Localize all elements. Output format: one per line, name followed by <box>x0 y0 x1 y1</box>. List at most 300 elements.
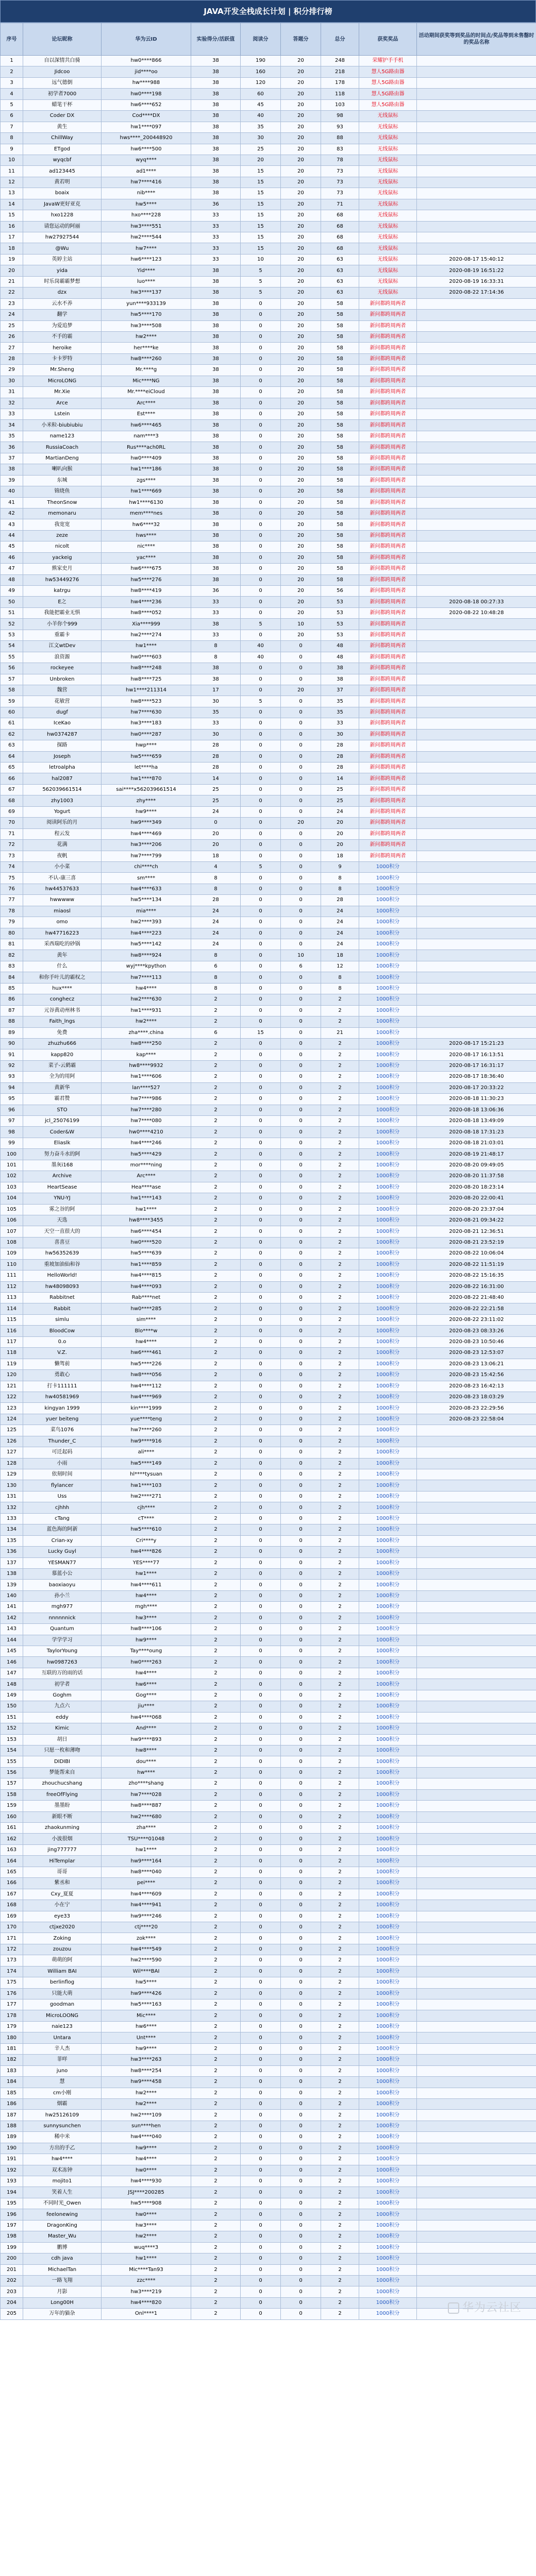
cell-prize-time <box>417 188 536 199</box>
cell-read-score: 0 <box>241 2297 281 2308</box>
cell-index: 64 <box>1 751 23 762</box>
cell-lab-score: 38 <box>191 442 241 453</box>
cell-index: 160 <box>1 1811 23 1822</box>
cell-cloud-id: JSJ****200285 <box>102 2187 191 2198</box>
cell-nickname: HelloWorld! <box>23 1270 102 1281</box>
cell-prize-time <box>417 928 536 939</box>
cell-quiz-score: 0 <box>281 2121 321 2131</box>
cell-read-score: 5 <box>241 287 281 298</box>
cell-prize-time <box>417 475 536 486</box>
cell-read-score: 190 <box>241 56 281 66</box>
cell-lab-score: 2 <box>191 1270 241 1281</box>
cell-total: 2 <box>321 1635 359 1646</box>
cell-lab-score: 33 <box>191 718 241 729</box>
cell-quiz-score: 0 <box>281 1988 321 1999</box>
cell-cloud-id: hw2****393 <box>102 917 191 928</box>
cell-lab-score: 2 <box>191 2132 241 2143</box>
cell-quiz-score: 0 <box>281 1524 321 1535</box>
cell-lab-score: 38 <box>191 486 241 497</box>
cell-total: 2 <box>321 1557 359 1568</box>
cell-lab-score: 38 <box>191 177 241 188</box>
cell-lab-score: 2 <box>191 2264 241 2275</box>
cell-cloud-id: hw3**** <box>102 1613 191 1623</box>
cell-lab-score: 2 <box>191 1160 241 1171</box>
cell-prize-time <box>417 376 536 386</box>
cell-lab-score: 18 <box>191 851 241 861</box>
cell-lab-score: 2 <box>191 2198 241 2209</box>
cell-prize-time <box>417 1613 536 1623</box>
cell-prize-time <box>417 111 536 122</box>
cell-total: 63 <box>321 265 359 276</box>
cell-total: 63 <box>321 276 359 287</box>
cell-quiz-score: 0 <box>281 1911 321 1922</box>
cell-cloud-id: hw6**** <box>102 2021 191 2032</box>
cell-prize: 新问都跨周两者 <box>359 762 417 773</box>
cell-index: 204 <box>1 2297 23 2308</box>
cell-prize-time <box>417 674 536 685</box>
cell-prize-time <box>417 939 536 950</box>
table-row <box>1 1370 536 1381</box>
cell-cloud-id: YES****77 <box>102 1557 191 1568</box>
cell-lab-score: 2 <box>191 2253 241 2264</box>
cell-total: 58 <box>321 497 359 508</box>
cell-prize-time: 2020-08-22 10:06:04 <box>417 1248 536 1259</box>
cell-quiz-score: 0 <box>281 1977 321 1988</box>
cell-read-score: 0 <box>241 1690 281 1701</box>
cell-index: 137 <box>1 1557 23 1568</box>
cell-lab-score: 2 <box>191 1801 241 1811</box>
header-index: 序号 <box>1 23 23 56</box>
cell-prize: 新问都跨周两者 <box>359 784 417 795</box>
table-row <box>1 77 536 88</box>
cell-total: 58 <box>321 475 359 486</box>
cell-prize-time <box>417 751 536 762</box>
cell-lab-score: 38 <box>191 99 241 110</box>
cell-quiz-score: 0 <box>281 1568 321 1579</box>
cell-read-score: 15 <box>241 166 281 177</box>
cell-cloud-id: hw7****113 <box>102 972 191 983</box>
cell-quiz-score: 20 <box>281 89 321 99</box>
cell-total: 2 <box>321 1524 359 1535</box>
cell-lab-score: 38 <box>191 420 241 431</box>
cell-prize: 新问都跨周两者 <box>359 607 417 618</box>
cell-read-score: 0 <box>241 1911 281 1922</box>
cell-prize-time: 2020-08-18 21:03:01 <box>417 1138 536 1148</box>
cell-nickname: 一路飞翔 <box>23 2275 102 2286</box>
cell-index: 174 <box>1 1966 23 1977</box>
cell-prize: 1000积分 <box>359 1381 417 1392</box>
cell-prize-time <box>417 221 536 232</box>
cell-quiz-score: 0 <box>281 1999 321 2010</box>
cell-nickname: 熊家史月 <box>23 564 102 574</box>
cell-index: 66 <box>1 773 23 784</box>
cell-prize: 1000积分 <box>359 2098 417 2109</box>
cell-total: 2 <box>321 1414 359 1425</box>
cell-quiz-score: 0 <box>281 917 321 928</box>
cell-index: 21 <box>1 276 23 287</box>
cell-nickname: MicroLONG <box>23 376 102 386</box>
cell-nickname: cdh java <box>23 2253 102 2264</box>
cell-total: 2 <box>321 2242 359 2253</box>
cell-total: 35 <box>321 707 359 718</box>
cell-cloud-id: yue****teng <box>102 1414 191 1425</box>
cell-total: 2 <box>321 2132 359 2143</box>
table-row <box>1 2065 536 2076</box>
cell-index: 159 <box>1 1801 23 1811</box>
cell-lab-score: 2 <box>191 1977 241 1988</box>
cell-nickname: Uss <box>23 1491 102 1502</box>
cell-nickname: 黄年 <box>23 950 102 961</box>
cell-prize: 1000积分 <box>359 1801 417 1811</box>
cell-prize-time <box>417 1701 536 1712</box>
cell-prize: 无线鼠标 <box>359 276 417 287</box>
table-row <box>1 1237 536 1248</box>
cell-prize-time: 2020-08-17 18:36:40 <box>417 1072 536 1082</box>
cell-lab-score: 2 <box>191 1049 241 1060</box>
table-row <box>1 917 536 928</box>
cell-read-score: 0 <box>241 2032 281 2043</box>
cell-cloud-id: nib**** <box>102 188 191 199</box>
cell-prize-time <box>417 99 536 110</box>
cell-index: 182 <box>1 2055 23 2065</box>
cell-quiz-score: 0 <box>281 1613 321 1623</box>
page-title: JAVA开发全栈成长计划 | 积分排行榜 <box>0 0 536 23</box>
cell-read-score: 0 <box>241 751 281 762</box>
cell-prize: 新问都跨周两者 <box>359 387 417 398</box>
table-row <box>1 1348 536 1359</box>
cell-prize: 新问都跨周两者 <box>359 530 417 541</box>
cell-index: 79 <box>1 917 23 928</box>
cell-prize-time: 2020-08-20 11:37:58 <box>417 1171 536 1182</box>
cell-total: 103 <box>321 99 359 110</box>
cell-index: 89 <box>1 1027 23 1038</box>
cell-read-score: 0 <box>241 2309 281 2319</box>
cell-prize-time <box>417 77 536 88</box>
cell-cloud-id: hw9****164 <box>102 1856 191 1867</box>
cell-quiz-score: 0 <box>281 2264 321 2275</box>
table-row <box>1 1469 536 1480</box>
cell-cloud-id: hw5****163 <box>102 1999 191 2010</box>
cell-nickname: 和你手叶儿的霸权之 <box>23 972 102 983</box>
cell-index: 87 <box>1 1005 23 1016</box>
cell-lab-score: 35 <box>191 707 241 718</box>
cell-prize-time <box>417 199 536 210</box>
cell-prize: 新问都跨周两者 <box>359 343 417 353</box>
cell-nickname: 浪资源 <box>23 652 102 663</box>
cell-index: 134 <box>1 1524 23 1535</box>
cell-nickname: Yogurt <box>23 806 102 817</box>
cell-prize: 1000积分 <box>359 1226 417 1237</box>
cell-quiz-score: 0 <box>281 1955 321 1966</box>
cell-quiz-score: 0 <box>281 1513 321 1524</box>
cell-prize-time <box>417 365 536 376</box>
cell-prize-time <box>417 729 536 740</box>
cell-lab-score: 2 <box>191 1469 241 1480</box>
table-row <box>1 210 536 221</box>
cell-prize: 新问都跨周两者 <box>359 674 417 685</box>
cell-prize: 1000积分 <box>359 2253 417 2264</box>
cell-read-score: 0 <box>241 828 281 839</box>
cell-read-score: 0 <box>241 1834 281 1844</box>
cell-total: 78 <box>321 155 359 165</box>
cell-lab-score: 2 <box>191 1646 241 1657</box>
cell-index: 42 <box>1 508 23 519</box>
cell-lab-score: 38 <box>191 398 241 409</box>
cell-cloud-id: hw1****143 <box>102 1193 191 1204</box>
cell-total: 20 <box>321 828 359 839</box>
cell-total: 2 <box>321 1944 359 1955</box>
cell-quiz-score: 0 <box>281 2187 321 2198</box>
cell-prize: 1000积分 <box>359 1458 417 1469</box>
cell-read-score: 0 <box>241 1657 281 1668</box>
cell-prize: 1000积分 <box>359 1734 417 1745</box>
cell-cloud-id: hw9****916 <box>102 1436 191 1447</box>
cell-quiz-score: 0 <box>281 1668 321 1679</box>
cell-prize-time: 2020-08-23 18:03:29 <box>417 1392 536 1402</box>
cell-index: 4 <box>1 89 23 99</box>
table-row <box>1 1248 536 1259</box>
cell-read-score: 0 <box>241 1613 281 1623</box>
cell-quiz-score: 20 <box>281 188 321 199</box>
table-row <box>1 729 536 740</box>
cell-total: 58 <box>321 464 359 475</box>
cell-read-score: 0 <box>241 1094 281 1105</box>
cell-quiz-score: 0 <box>281 1038 321 1049</box>
cell-index: 131 <box>1 1491 23 1502</box>
cell-index: 81 <box>1 939 23 950</box>
cell-read-score: 0 <box>241 1072 281 1082</box>
cell-nickname: Master_Wu <box>23 2231 102 2242</box>
table-row <box>1 1723 536 1734</box>
cell-index: 194 <box>1 2187 23 2198</box>
table-row <box>1 586 536 597</box>
cell-quiz-score: 0 <box>281 1856 321 1867</box>
cell-prize: 1000积分 <box>359 873 417 884</box>
cell-nickname: cm小刚 <box>23 2088 102 2098</box>
cell-prize: 1000积分 <box>359 1878 417 1889</box>
cell-index: 120 <box>1 1370 23 1381</box>
cell-cloud-id: Hea****ase <box>102 1182 191 1193</box>
cell-quiz-score: 0 <box>281 1491 321 1502</box>
cell-nickname: 0.o <box>23 1336 102 1347</box>
cell-quiz-score: 0 <box>281 1723 321 1734</box>
cell-index: 18 <box>1 243 23 254</box>
cell-prize-time <box>417 2098 536 2109</box>
cell-cloud-id: hw4****611 <box>102 1580 191 1590</box>
cell-index: 113 <box>1 1293 23 1303</box>
leaderboard-body <box>1 56 536 2320</box>
cell-lab-score: 2 <box>191 1999 241 2010</box>
cell-cloud-id: hw6****675 <box>102 564 191 574</box>
cell-cloud-id: hw3****263 <box>102 2055 191 2065</box>
table-row <box>1 1480 536 1491</box>
table-row <box>1 486 536 497</box>
table-row <box>1 1336 536 1347</box>
cell-quiz-score: 0 <box>281 1789 321 1800</box>
cell-prize: 慧人5G路由器 <box>359 66 417 77</box>
cell-nickname: 双术冻钟 <box>23 2165 102 2176</box>
cell-quiz-score: 0 <box>281 1381 321 1392</box>
cell-index: 13 <box>1 188 23 199</box>
cell-read-score: 0 <box>241 851 281 861</box>
cell-total: 2 <box>321 1811 359 1822</box>
cell-nickname: 卡卡罗特 <box>23 353 102 364</box>
cell-read-score: 15 <box>241 210 281 221</box>
cell-prize-time <box>417 2264 536 2275</box>
cell-prize-time <box>417 398 536 409</box>
cell-nickname: 小羊你个999 <box>23 619 102 630</box>
table-row <box>1 1767 536 1778</box>
cell-total: 68 <box>321 210 359 221</box>
cell-lab-score: 2 <box>191 1105 241 1115</box>
cell-lab-score: 2 <box>191 1922 241 1933</box>
cell-nickname: 胡日 <box>23 1734 102 1745</box>
cell-quiz-score: 0 <box>281 2176 321 2187</box>
cell-lab-score: 2 <box>191 1403 241 1414</box>
cell-prize-time: 2020-08-17 16:31:17 <box>417 1060 536 1071</box>
cell-nickname: 不认-康三喜 <box>23 873 102 884</box>
cell-lab-score: 2 <box>191 1778 241 1789</box>
cell-quiz-score: 0 <box>281 2098 321 2109</box>
cell-index: 152 <box>1 1723 23 1734</box>
cell-prize: 1000积分 <box>359 1326 417 1336</box>
cell-cloud-id: And**** <box>102 1723 191 1734</box>
cell-index: 38 <box>1 464 23 475</box>
cell-lab-score: 8 <box>191 652 241 663</box>
cell-total: 58 <box>321 431 359 442</box>
cell-nickname: 笑着人生 <box>23 2187 102 2198</box>
table-row <box>1 1082 536 1093</box>
cell-lab-score: 38 <box>191 376 241 386</box>
cell-cloud-id: hw1**** <box>102 1844 191 1855</box>
cell-prize: 新问都跨周两者 <box>359 619 417 630</box>
cell-nickname: Rabbit <box>23 1303 102 1314</box>
cell-total: 63 <box>321 287 359 298</box>
cell-nickname: 小雨 <box>23 1458 102 1469</box>
cell-read-score: 10 <box>241 254 281 265</box>
cell-lab-score: 2 <box>191 1613 241 1623</box>
cell-read-score: 0 <box>241 431 281 442</box>
cell-prize-time: 2020-08-23 22:58:04 <box>417 1414 536 1425</box>
cell-index: 108 <box>1 1237 23 1248</box>
cell-read-score: 0 <box>241 895 281 906</box>
table-row <box>1 696 536 707</box>
cell-quiz-score: 20 <box>281 453 321 464</box>
cell-nickname: TheonSnow <box>23 497 102 508</box>
cell-nickname: 雾之谷的阿 <box>23 1204 102 1215</box>
cell-index: 161 <box>1 1823 23 1834</box>
cell-prize-time <box>417 1005 536 1016</box>
cell-total: 2 <box>321 1977 359 1988</box>
table-row <box>1 1303 536 1314</box>
cell-quiz-score: 0 <box>281 1734 321 1745</box>
cell-nickname: 懒驾前 <box>23 1359 102 1369</box>
table-row <box>1 453 536 464</box>
cell-index: 129 <box>1 1469 23 1480</box>
cell-read-score: 0 <box>241 1889 281 1900</box>
cell-nickname: Mr.Xie <box>23 387 102 398</box>
cell-prize: 无线鼠标 <box>359 166 417 177</box>
cell-prize: 1000积分 <box>359 1072 417 1082</box>
cell-total: 2 <box>321 1226 359 1237</box>
cell-prize-time <box>417 1867 536 1877</box>
cell-lab-score: 2 <box>191 1138 241 1148</box>
cell-lab-score: 38 <box>191 298 241 309</box>
table-row <box>1 1072 536 1082</box>
cell-lab-score: 38 <box>191 122 241 132</box>
cell-index: 99 <box>1 1138 23 1148</box>
cell-total: 2 <box>321 1082 359 1093</box>
cell-cloud-id: hw5****149 <box>102 1458 191 1469</box>
cell-read-score: 0 <box>241 1988 281 1999</box>
cell-quiz-score: 10 <box>281 950 321 961</box>
cell-lab-score: 38 <box>191 387 241 398</box>
cell-cloud-id: hw2****274 <box>102 630 191 640</box>
cell-quiz-score: 20 <box>281 685 321 696</box>
cell-index: 111 <box>1 1270 23 1281</box>
cell-prize: 1000积分 <box>359 1160 417 1171</box>
cell-prize-time <box>417 133 536 144</box>
cell-quiz-score: 10 <box>281 619 321 630</box>
cell-lab-score: 38 <box>191 353 241 364</box>
cell-lab-score: 38 <box>191 331 241 342</box>
cell-quiz-score: 20 <box>281 365 321 376</box>
cell-read-score: 45 <box>241 99 281 110</box>
cell-cloud-id: hw5****226 <box>102 1359 191 1369</box>
cell-prize: 新问都跨周两者 <box>359 519 417 530</box>
cell-prize-time <box>417 1547 536 1557</box>
cell-quiz-score: 0 <box>281 1171 321 1182</box>
cell-index: 36 <box>1 442 23 453</box>
cell-nickname: kingyan 1999 <box>23 1403 102 1414</box>
cell-lab-score: 2 <box>191 2098 241 2109</box>
cell-prize: 新问都跨周两者 <box>359 773 417 784</box>
cell-total: 2 <box>321 1679 359 1690</box>
cell-lab-score: 4 <box>191 861 241 872</box>
table-row <box>1 1436 536 1447</box>
table-row <box>1 828 536 839</box>
table-row <box>1 641 536 652</box>
cell-prize: 1000积分 <box>359 2297 417 2308</box>
cell-prize-time: 2020-08-22 15:16:35 <box>417 1270 536 1281</box>
table-row <box>1 1182 536 1193</box>
cell-prize: 1000积分 <box>359 2132 417 2143</box>
cell-index: 50 <box>1 597 23 607</box>
cell-total: 2 <box>321 1204 359 1215</box>
cell-lab-score: 2 <box>191 2275 241 2286</box>
cell-cloud-id: kin****1999 <box>102 1403 191 1414</box>
cell-index: 196 <box>1 2209 23 2220</box>
cell-lab-score: 2 <box>191 1171 241 1182</box>
cell-read-score: 0 <box>241 2275 281 2286</box>
cell-read-score: 0 <box>241 1922 281 1933</box>
cell-cloud-id: hw9****426 <box>102 1988 191 1999</box>
cell-nickname: Goghm <box>23 1690 102 1701</box>
cell-lab-score: 30 <box>191 729 241 740</box>
cell-read-score: 0 <box>241 2187 281 2198</box>
cell-read-score: 0 <box>241 298 281 309</box>
cell-prize: 1000积分 <box>359 2309 417 2319</box>
cell-prize: 1000积分 <box>359 1911 417 1922</box>
cell-total: 28 <box>321 751 359 762</box>
cell-nickname: 勇敢心 <box>23 1370 102 1381</box>
cell-read-score: 0 <box>241 994 281 1005</box>
cell-index: 80 <box>1 928 23 939</box>
cell-prize-time <box>417 420 536 431</box>
table-row <box>1 1447 536 1458</box>
cell-prize: 1000积分 <box>359 1237 417 1248</box>
cell-total: 58 <box>321 310 359 320</box>
